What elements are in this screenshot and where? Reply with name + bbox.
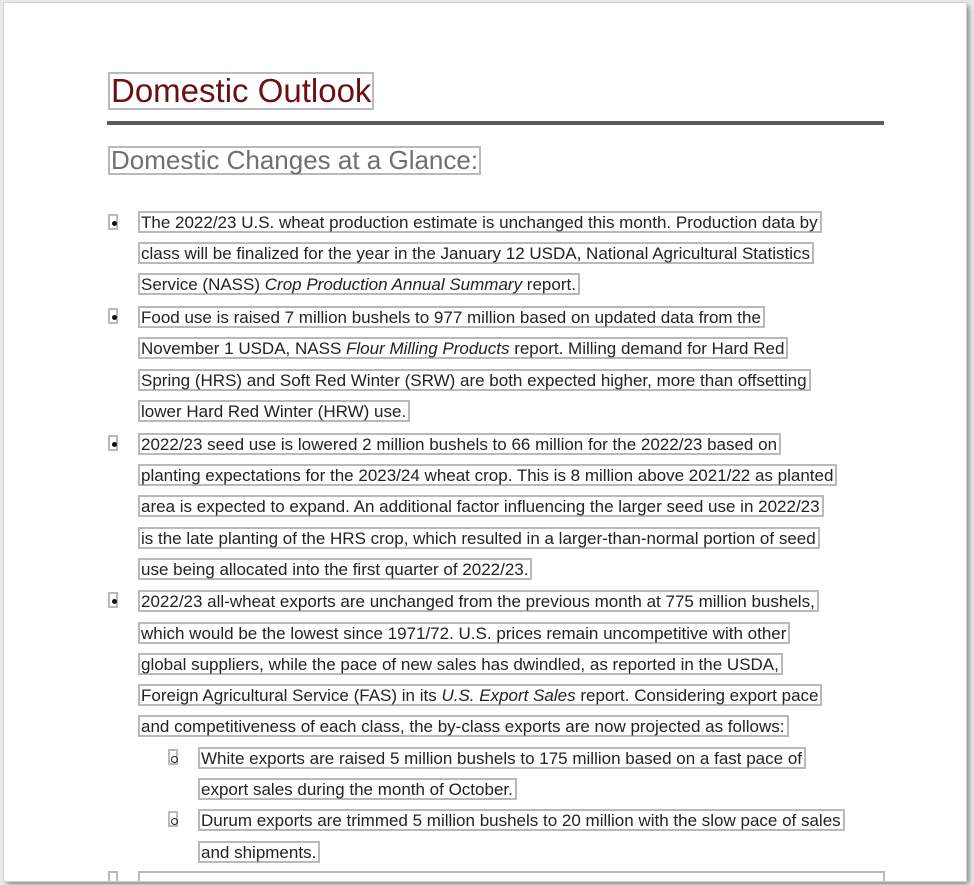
text-line: global suppliers, while the pace of new sales has dwindled, as reported in the USDA, bbox=[138, 653, 783, 675]
text-line: lower Hard Red Winter (HRW) use. bbox=[138, 400, 410, 422]
publication-title: Flour Milling Products bbox=[346, 339, 510, 358]
page-title: Domestic Outlook bbox=[108, 72, 374, 110]
bullet-marker bbox=[108, 214, 118, 230]
text-line: use being allocated into the first quarter of 2022/23. bbox=[138, 558, 532, 580]
bullet-marker bbox=[108, 592, 118, 608]
text-line: export sales during the month of October. bbox=[198, 778, 517, 800]
text-line: Foreign Agricultural Service (FAS) in its U.S. Export Sales report. Considering export pace bbox=[138, 684, 822, 706]
text-line: class will be finalized for the year in the January 12 USDA, National Agricultural Statistics bbox=[138, 242, 814, 264]
document-page bbox=[4, 3, 966, 881]
text-line: planting expectations for the 2023/24 wheat crop. This is 8 million above 2021/22 as planted bbox=[138, 464, 837, 486]
publication-title: Crop Production Annual Summary bbox=[264, 275, 523, 294]
text-line: and competitiveness of each class, the by-class exports are now projected as follows: bbox=[138, 715, 789, 737]
text-line: Food use is raised 7 million bushels to 977 million based on updated data from the bbox=[138, 306, 765, 328]
text-line: 2022/23 all-wheat exports are unchanged from the previous month at 775 million bushels, bbox=[138, 590, 819, 612]
section-heading: Domestic Changes at a Glance: bbox=[108, 146, 481, 175]
sub-bullet-marker bbox=[168, 749, 178, 765]
bullet-marker bbox=[108, 435, 118, 451]
publication-title: U.S. Export Sales bbox=[441, 686, 576, 705]
text-line: 2022/23 seed use is lowered 2 million bushels to 66 million for the 2022/23 based on bbox=[138, 433, 781, 455]
title-divider bbox=[107, 121, 884, 125]
text-line: which would be the lowest since 1971/72. U.S. prices remain uncompetitive with other bbox=[138, 622, 790, 644]
text-line: White exports are raised 5 million bushels to 175 million based on a fast pace of bbox=[198, 747, 806, 769]
bullet-marker bbox=[108, 871, 118, 881]
text-line: Durum exports are trimmed 5 million bushels to 20 million with the slow pace of sales bbox=[198, 809, 845, 831]
text-line: Spring (HRS) and Soft Red Winter (SRW) are both expected higher, more than offsetting bbox=[138, 369, 811, 391]
text-line: and shipments. bbox=[198, 841, 320, 863]
sub-bullet-marker bbox=[168, 811, 178, 827]
text-line: The 2022/23 U.S. wheat production estimate is unchanged this month. Production data by bbox=[138, 211, 822, 233]
text-line: Service (NASS) Crop Production Annual Summary report. bbox=[138, 273, 580, 295]
text-line: November 1 USDA, NASS Flour Milling Products report. Milling demand for Hard Red bbox=[138, 337, 788, 359]
text-line: is the late planting of the HRS crop, which resulted in a larger-than-normal portion of seed bbox=[138, 527, 820, 549]
text-line: area is expected to expand. An additional factor influencing the larger seed use in 2022/23 bbox=[138, 495, 824, 517]
bullet-marker bbox=[108, 308, 118, 324]
text-line bbox=[138, 871, 885, 881]
